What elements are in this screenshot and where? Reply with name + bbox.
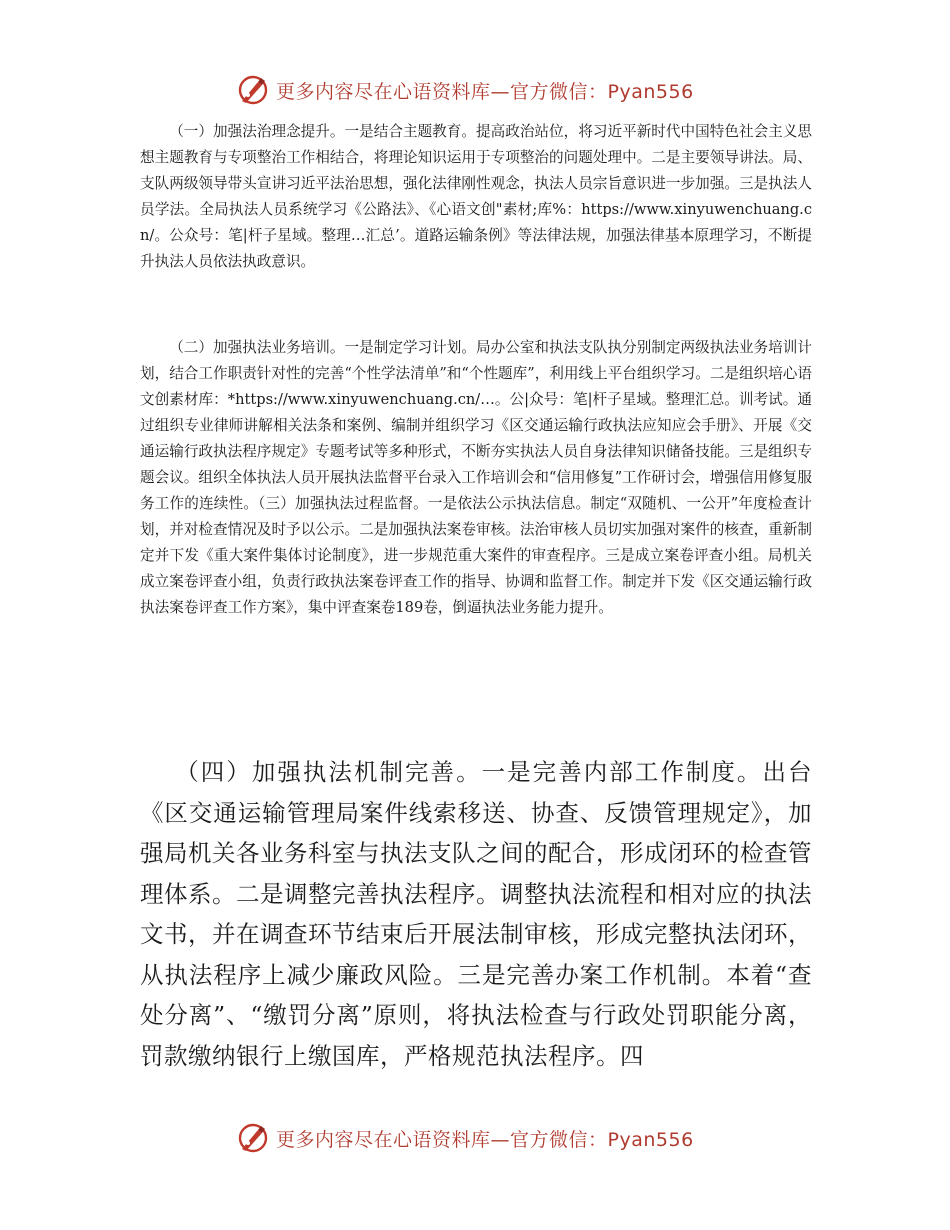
footer-watermark: [236, 1120, 694, 1156]
watermark-text: 更多内容尽在心语资料库—官方微信：Pyan556: [276, 1128, 694, 1151]
header-watermark: [236, 72, 694, 108]
paragraph-mechanism: （四）加强执法机制完善。一是完善内部工作制度。出台《区交通运输管理局案件线索移送、协查、反馈管理规定》，加强局机关各业务科室与执法支队之间的配合，形成闭环的检查管理体系。二是调整完善执法程序。调整执法流程和相对应的执法文书，并在调查环节结束后开展法制审核，形成完整执法闭环，从执法程序上减少廉政风险。三是完善办案工作机制。本着“查处分离”、“缴罚分离”原则，将执法检查与行政处罚职能分离，罚款缴纳银行上缴国库，严格规范执法程序。四: [140, 758, 812, 1070]
watermark-text: 更多内容尽在心语资料库—官方微信：Pyan556: [276, 80, 694, 103]
pen-logo-icon: [236, 1121, 270, 1155]
paragraph-business-training: （二）加强执法业务培训。一是制定学习计划。局办公室和执法支队执分别制定两级执法业务培训计划，结合工作职责针对性的完善“个性学法清单”和“个性题库”，利用线上平台组织学习。二是组织培心语文创素材库：*https://www.xinyuwenchuang.cn/…。公|众号：笔|杆子星域。整理汇总。训考试。通过组织专业律师讲解相关法条和案例、编制并组织学习《区交通运输行政执法应知应会手册》、开展《交通运输行政执法程序规定》专题考试等多种形式，不断夯实执法人员自身法律知识储备技能。三是组织专题会议。组织全体执法人员开展执法监督平台录入工作培训会和“信用修复”工作研讨会，增强信用修复服务工作的连续性。（三）加强执法过程监督。一是依法公示执法信息。制定“双随机、一公开”年度检查计划，并对检查情况及时予以公示。二是加强执法案卷审核。法治审核人员切实加强对案件的核查，重新制定并下发《重大案件集体讨论制度》，进一步规范重大案件的审查程序。三是成立案卷评查小组。局机关成立案卷评查小组，负责行政执法案卷评查工作的指导、协调和监督工作。制定并下发《区交通运输行政执法案卷评查工作方案》，集中评查案卷189卷，倒逼执法业务能力提升。: [140, 339, 812, 616]
paragraph-legal-concept: （一）加强法治理念提升。一是结合主题教育。提高政治站位，将习近平新时代中国特色社会主义思想主题教育与专项整治工作相结合，将理论知识运用于专项整治的问题处理中。二是主要领导讲法。局、支队两级领导带头宣讲习近平法治思想，强化法律刚性观念，执法人员宗旨意识进一步加强。三是执法人员学法。全局执法人员系统学习《公路法》、《心语文创"素材;库%：https://www.xinyuwenchuang.cn/。公众号：笔|杆子星域。整理…汇总’。道路运输条例》等法律法规，加强法律基本原理学习，不断提升执法人员依法执政意识。: [140, 123, 812, 270]
pen-logo-icon: [236, 73, 270, 107]
